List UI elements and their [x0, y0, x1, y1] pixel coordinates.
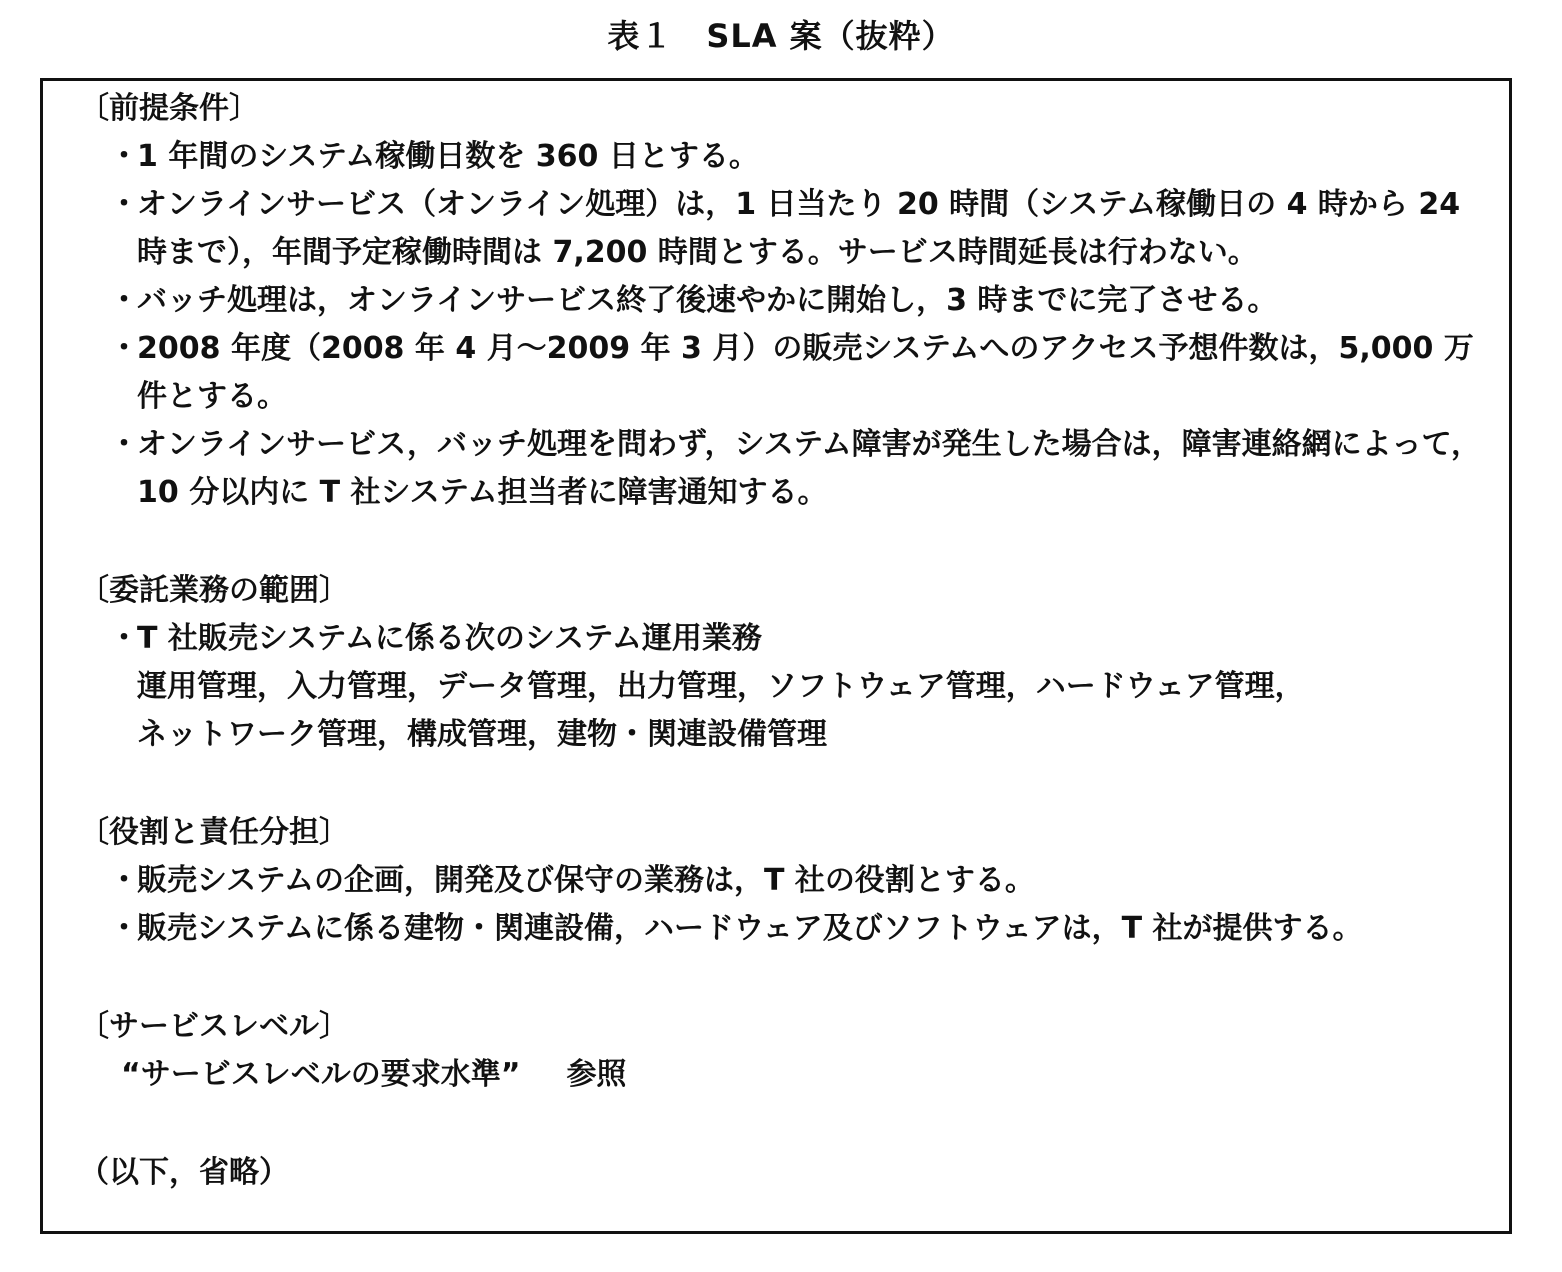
- premise-item: [79, 325, 1499, 421]
- service-level-reference-quote: “サービスレベルの要求水準”: [121, 1057, 521, 1092]
- roles-item: [79, 857, 1499, 905]
- bullet-mark: ・: [109, 621, 139, 656]
- scope-item: [79, 615, 1499, 663]
- bullet-mark: ・: [109, 911, 139, 946]
- premise-item: [79, 277, 1499, 325]
- premise-item-text: 1 年間のシステム稼働日数を 360 日とする。: [137, 139, 759, 174]
- table-title: 表１ SLA 案（抜粋）: [607, 17, 955, 55]
- scope-detail-line: ネットワーク管理，構成管理，建物・関連設備管理: [137, 717, 827, 752]
- roles-item: [79, 905, 1499, 953]
- premise-item-text: オンラインサービス，バッチ処理を問わず，システム障害が発生した場合は，障害連絡網によって，10 分以内に T 社システム担当者に障害通知する。: [137, 427, 1481, 510]
- bullet-mark: ・: [109, 187, 139, 222]
- premise-item-text: 2008 年度（2008 年 4 月～2009 年 3 月）の販売システムへのアクセス予想件数は，5,000 万件とする。: [137, 331, 1474, 414]
- bullet-mark: ・: [109, 863, 139, 898]
- bullet-mark: ・: [109, 331, 139, 366]
- roles-item-text: 販売システムの企画，開発及び保守の業務は，T 社の役割とする。: [137, 863, 1035, 898]
- service-level-reference-word: 参照: [566, 1057, 627, 1092]
- scope-item-text: T 社販売システムに係る次のシステム運用業務: [137, 621, 762, 656]
- service-level-heading: 〔サービスレベル〕: [79, 1009, 349, 1044]
- scope-detail-line: 運用管理，入力管理，データ管理，出力管理，ソフトウェア管理，ハードウェア管理，: [137, 669, 1305, 704]
- sla-content: [79, 85, 1499, 1197]
- bullet-mark: ・: [109, 139, 139, 174]
- roles-item-text: 販売システムに係る建物・関連設備，ハードウェア及びソフトウェアは，T 社が提供する。: [137, 911, 1363, 946]
- premise-heading: 〔前提条件〕: [79, 91, 259, 126]
- service-level-reference: [79, 1051, 1499, 1099]
- omitted-note: （以下，省略）: [79, 1155, 289, 1190]
- section-spacer: [79, 517, 1499, 567]
- bullet-mark: ・: [109, 283, 139, 318]
- roles-heading: 〔役割と責任分担〕: [79, 815, 349, 850]
- premise-item: [79, 181, 1499, 277]
- section-spacer: [79, 759, 1499, 809]
- section-spacer: [79, 953, 1499, 1003]
- premise-item-text: オンラインサービス（オンライン処理）は，1 日当たり 20 時間（システム稼働日の 4 時から 24 時まで），年間予定稼働時間は 7,200 時間とする。サービス時間延長は行わない。: [137, 187, 1461, 270]
- premise-item-text: バッチ処理は，オンラインサービス終了後速やかに開始し，3 時までに完了させる。: [137, 283, 1278, 318]
- sla-box: [40, 78, 1512, 1234]
- scope-heading: 〔委託業務の範囲〕: [79, 573, 349, 608]
- bullet-mark: ・: [109, 427, 139, 462]
- premise-item: [79, 133, 1499, 181]
- premise-item: [79, 421, 1499, 517]
- section-spacer: [79, 1099, 1499, 1149]
